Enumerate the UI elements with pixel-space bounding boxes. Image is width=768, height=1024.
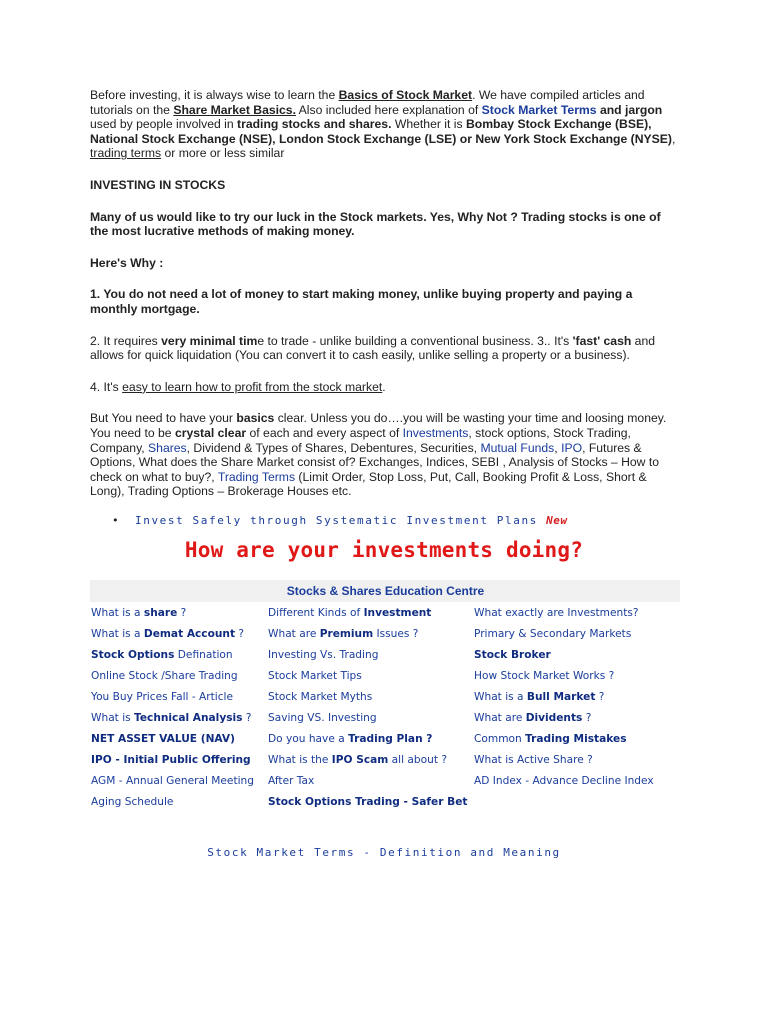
link-text: What is Active Share ? bbox=[474, 753, 593, 766]
education-link[interactable] bbox=[267, 749, 473, 770]
intro-text: Also included here explanation of bbox=[295, 102, 482, 117]
link-text: ? bbox=[242, 711, 252, 724]
basics-text: , stock options, Stock Trading, Company, bbox=[90, 425, 631, 455]
education-link[interactable] bbox=[473, 707, 680, 728]
sip-bullet bbox=[90, 513, 678, 529]
link-text: What is a bbox=[91, 627, 144, 640]
link-bold-text: Bull Market bbox=[526, 690, 596, 703]
basics-text: , bbox=[554, 440, 562, 455]
education-link[interactable] bbox=[90, 602, 267, 623]
intro-text: Before investing, it is always wise to learn the bbox=[90, 88, 339, 102]
link-bold-text: Trading Plan ? bbox=[348, 732, 433, 745]
education-link[interactable] bbox=[267, 686, 473, 707]
link-text: Investing Vs. Trading bbox=[268, 648, 379, 661]
education-link[interactable] bbox=[90, 623, 267, 644]
article-body bbox=[90, 88, 678, 529]
link-text: ? bbox=[177, 606, 187, 619]
education-link[interactable] bbox=[473, 686, 680, 707]
link-bold-text: IPO Scam bbox=[331, 753, 389, 766]
link-text: What is a bbox=[474, 690, 527, 703]
basics-paragraph bbox=[90, 411, 678, 499]
education-link[interactable] bbox=[90, 686, 267, 707]
intro-bold-text: and jargon bbox=[596, 102, 663, 117]
intro-text: used by people involved in bbox=[90, 117, 238, 132]
link-bold-text: Investment bbox=[363, 606, 432, 619]
link-text: What is bbox=[91, 711, 135, 724]
link-bold-text: Stock Options bbox=[91, 648, 175, 661]
education-link[interactable] bbox=[90, 749, 267, 770]
link-text: What is a bbox=[91, 606, 144, 619]
basics-bold: basics bbox=[236, 411, 275, 426]
link-text: Online Stock /Share Trading bbox=[91, 669, 238, 682]
table-row bbox=[90, 707, 680, 728]
intro-paragraph bbox=[90, 88, 678, 161]
education-link[interactable] bbox=[473, 770, 680, 791]
link-text: AGM - Annual General Meeting bbox=[91, 774, 254, 787]
basics-bold: crystal clear bbox=[174, 425, 247, 440]
trading-terms-link-2[interactable]: Trading Terms bbox=[217, 469, 296, 484]
investments-heading: How are your investments doing? bbox=[184, 538, 584, 562]
point-2-text: 2. It requires bbox=[90, 333, 162, 348]
point-4-text: . bbox=[382, 379, 386, 394]
education-link[interactable] bbox=[267, 728, 473, 749]
basics-text: clear. Unless you do….you will be wasting your time and loosing money. You need to be bbox=[90, 411, 667, 440]
link-text: Primary & Secondary Markets bbox=[474, 627, 632, 640]
shares-link[interactable]: Shares bbox=[148, 440, 187, 455]
table-row bbox=[90, 791, 680, 812]
sip-link[interactable]: Invest Safely through Systematic Investment Plans bbox=[135, 513, 538, 527]
point-2-bold: very minimal tim bbox=[161, 333, 258, 348]
education-link[interactable] bbox=[473, 728, 680, 749]
table-row bbox=[90, 623, 680, 644]
basics-text: , Futures & Options, What does the Share Market consist of? Exchanges, Indices, SEBI , Analysis of Stocks – How to check on what to buy?, bbox=[90, 440, 660, 484]
education-link[interactable] bbox=[90, 644, 267, 665]
basics-text: (Limit Order, Stop Loss, Put, Call, Booking Profit & Loss, Short & Long), Trading Options – Brokerage Houses etc. bbox=[90, 469, 647, 499]
link-text: Different Kinds of bbox=[268, 606, 364, 619]
education-link[interactable] bbox=[473, 623, 680, 644]
point-1: 1. You do not need a lot of money to start making money, unlike buying property and paying a monthly mortgage. bbox=[90, 287, 633, 316]
link-text: Stock Market Myths bbox=[268, 690, 373, 703]
link-text: Aging Schedule bbox=[91, 795, 174, 808]
education-link[interactable] bbox=[90, 707, 267, 728]
link-text: What is the bbox=[268, 753, 332, 766]
link-text: Stock Market Tips bbox=[268, 669, 362, 682]
basics-text: But You need to have your bbox=[90, 411, 237, 426]
link-text: How Stock Market Works ? bbox=[474, 669, 615, 682]
link-text: You Buy Prices Fall - Article bbox=[91, 690, 234, 703]
easy-to-learn-link[interactable]: easy to learn how to profit from the stock market bbox=[122, 379, 383, 394]
point-2-text: and allows for quick liquidation (You can convert it to cash easily, unlike selling a property or a business). bbox=[90, 333, 656, 363]
link-text: Do you have a bbox=[268, 732, 349, 745]
link-bold-text: NET ASSET VALUE (NAV) bbox=[91, 732, 235, 745]
link-text: ? bbox=[582, 711, 592, 724]
bullet-dot: • bbox=[112, 513, 119, 527]
education-link[interactable] bbox=[473, 644, 680, 665]
table-row bbox=[90, 770, 680, 791]
link-text: ? bbox=[235, 627, 245, 640]
intro-bold-text: trading stocks and shares. bbox=[237, 117, 392, 132]
table-row bbox=[90, 728, 680, 749]
table-row bbox=[90, 602, 680, 623]
basics-text: , Dividend & Types of Shares, Debentures, Securities, bbox=[186, 440, 481, 455]
link-text: ? bbox=[595, 690, 605, 703]
link-bold-text: Trading Mistakes bbox=[525, 732, 627, 745]
education-link[interactable] bbox=[267, 644, 473, 665]
stock-market-terms-link[interactable]: Stock Market Terms bbox=[481, 102, 597, 117]
link-bold-text: IPO - Initial Public Offering bbox=[91, 753, 251, 766]
link-text: Common bbox=[474, 732, 526, 745]
education-link[interactable] bbox=[473, 602, 680, 623]
education-centre-header: Stocks & Shares Education Centre bbox=[90, 580, 680, 602]
new-badge: New bbox=[546, 513, 568, 527]
basics-text: of each and every aspect of bbox=[246, 425, 403, 440]
ipo-link[interactable]: IPO bbox=[561, 440, 583, 455]
education-link[interactable] bbox=[473, 749, 680, 770]
education-link[interactable] bbox=[267, 665, 473, 686]
intro-text: Whether it is bbox=[391, 117, 466, 132]
link-text: Issues ? bbox=[373, 627, 419, 640]
education-link[interactable] bbox=[90, 791, 267, 812]
point-2 bbox=[90, 334, 678, 363]
investments-link[interactable]: Investments bbox=[402, 425, 469, 440]
point-2-bold: 'fast' cash bbox=[572, 333, 632, 348]
investing-heading: INVESTING IN STOCKS bbox=[90, 177, 226, 192]
education-link[interactable] bbox=[267, 623, 473, 644]
basics-of-stock-market-link[interactable]: Basics of Stock Market bbox=[338, 88, 473, 102]
link-text: Saving VS. Investing bbox=[268, 711, 377, 724]
link-bold-text: Stock Options Trading - Safer Bet bbox=[268, 795, 468, 808]
link-text: What are bbox=[268, 627, 320, 640]
intro-bold-text: Bombay Stock Exchange (BSE), National Stock Exchange (NSE), London Stock Exchange (LSE) or New York Stock Exchange (NYSE) bbox=[90, 117, 672, 146]
link-text: What are bbox=[474, 711, 526, 724]
heres-why: Here's Why : bbox=[90, 255, 164, 270]
link-bold-text: Premium bbox=[319, 627, 374, 640]
intro-text: or more or less similar bbox=[161, 146, 285, 161]
education-link[interactable] bbox=[90, 770, 267, 791]
table-row bbox=[90, 749, 680, 770]
link-text: Defination bbox=[174, 648, 233, 661]
education-link[interactable] bbox=[267, 791, 473, 812]
link-text: AD Index - Advance Decline Index bbox=[474, 774, 654, 787]
table-row bbox=[90, 686, 680, 707]
education-link[interactable] bbox=[267, 602, 473, 623]
education-link[interactable] bbox=[267, 707, 473, 728]
table-row bbox=[90, 644, 680, 665]
mutual-funds-link[interactable]: Mutual Funds bbox=[480, 440, 555, 455]
point-4 bbox=[90, 380, 678, 395]
link-bold-text: Demat Account bbox=[143, 627, 236, 640]
share-market-basics-link[interactable]: Share Market Basics. bbox=[173, 102, 296, 117]
luck-paragraph: Many of us would like to try our luck in the Stock markets. Yes, Why Not ? Trading stocks is one of the most lucrative methods of making money. bbox=[90, 209, 661, 239]
link-text: all about ? bbox=[388, 753, 447, 766]
education-link bbox=[473, 791, 680, 812]
intro-text: , bbox=[671, 131, 676, 146]
intro-text: . We have compiled articles and tutorials on the bbox=[90, 88, 645, 117]
education-link[interactable] bbox=[267, 770, 473, 791]
education-link[interactable] bbox=[473, 665, 680, 686]
link-bold-text: Technical Analysis bbox=[134, 711, 243, 724]
point-2-text: e to trade - unlike building a conventional business. 3.. It's bbox=[257, 333, 573, 348]
education-link[interactable] bbox=[90, 665, 267, 686]
link-bold-text: Dividents bbox=[525, 711, 583, 724]
trading-terms-link[interactable]: trading terms bbox=[90, 146, 162, 161]
link-text: What exactly are Investments? bbox=[474, 606, 639, 619]
link-bold-text: share bbox=[143, 606, 178, 619]
table-row bbox=[90, 665, 680, 686]
link-text: After Tax bbox=[268, 774, 315, 787]
education-centre-table bbox=[90, 580, 680, 812]
stock-market-terms-definition-link[interactable]: Stock Market Terms - Definition and Meaning bbox=[207, 846, 561, 859]
link-bold-text: Stock Broker bbox=[474, 648, 551, 661]
point-4-text: 4. It's bbox=[90, 379, 123, 394]
education-link[interactable] bbox=[90, 728, 267, 749]
